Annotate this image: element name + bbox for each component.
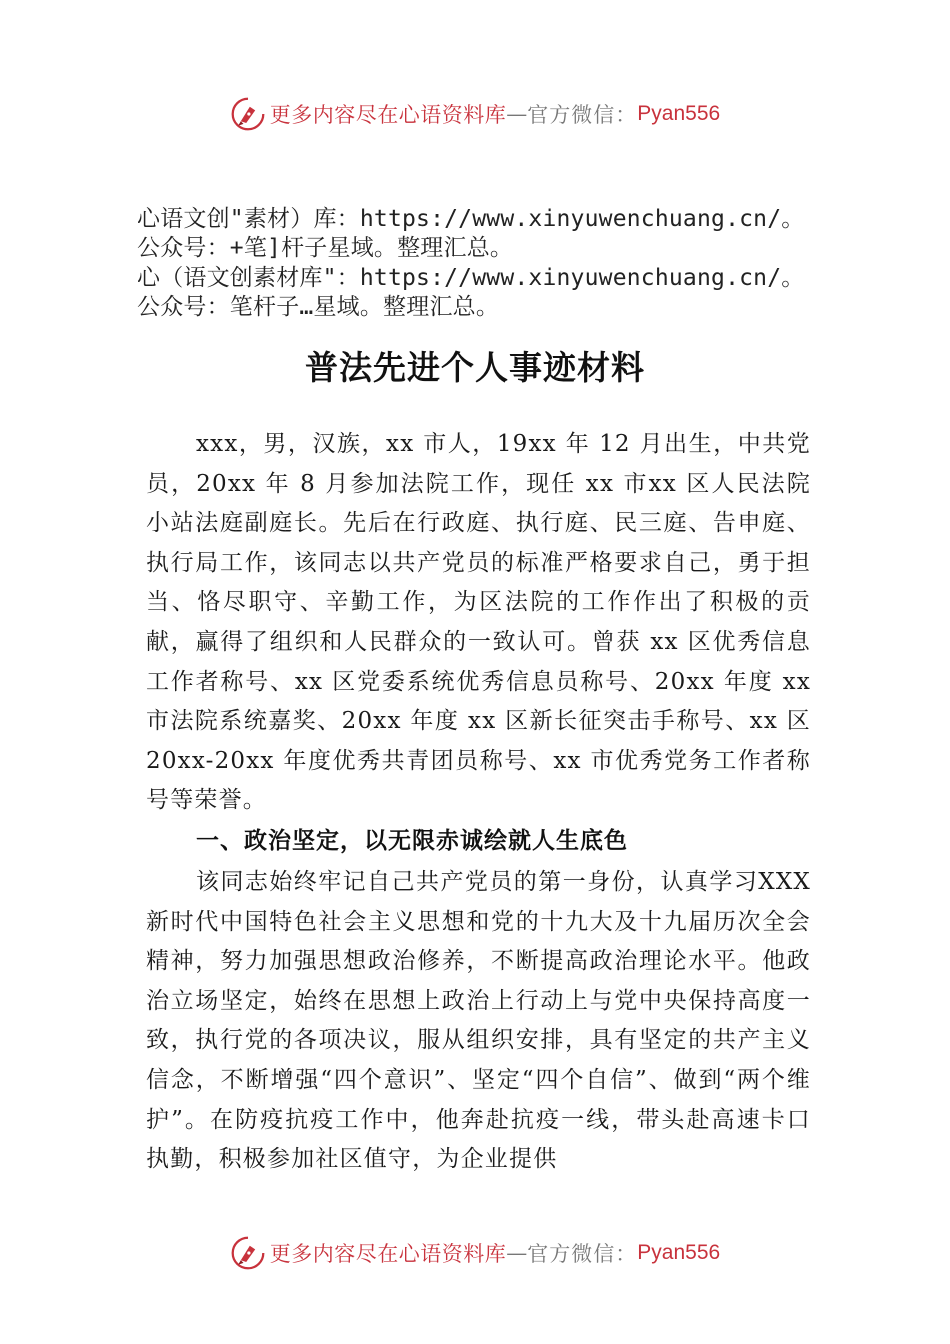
header-watermark-banner — [0, 94, 950, 134]
source-line-2: 心（语文创素材库"：https://www.xinyuwenchuang.cn/。公众号：笔杆子…星域。整理汇总。 — [137, 265, 805, 320]
footer-watermark-banner — [0, 1233, 950, 1273]
banner-separator: — — [506, 1241, 528, 1265]
banner-wechat-label: 官方微信： — [527, 103, 638, 127]
banner-wechat-id: Pyan556 — [637, 102, 721, 125]
banner-text: 更多内容尽在心语资料库 — [269, 103, 507, 127]
pen-nib-icon — [230, 1235, 266, 1271]
document-title: 普法先进个人事迹材料 — [305, 348, 645, 387]
banner-text: 更多内容尽在心语资料库 — [269, 1242, 507, 1266]
paragraph-intro: xxx，男，汉族，xx 市人，19xx 年 12 月出生，中共党员，20xx 年 8 月参加法院工作，现任 xx 市xx 区人民法院小站法庭副庭长。先后在行政庭、执行庭、民三庭、告申庭、执行局工作，该同志以共产党员的标准严格要求自己，勇于担当、恪尽职守、辛勤工作，为区法院的工作作出了积极的贡献，赢得了组织和人民群众的一致认可。曾获 xx 区优秀信息工作者称号、xx 区党委系统优秀信息员称号、20xx 年度 xx 市法院系统嘉奖、20xx 年度 xx 区新长征突击手称号、xx 区 20xx-20xx 年度优秀共青团员称号、xx 市优秀党务工作者称号等荣誉。 — [146, 431, 811, 814]
banner-separator: — — [506, 102, 528, 126]
pen-nib-icon — [230, 96, 266, 132]
section-heading-1: 一、政治坚定，以无限赤诚绘就人生底色 — [196, 828, 628, 854]
banner-wechat-id: Pyan556 — [637, 1241, 721, 1264]
paragraph-section-1: 该同志始终牢记自己共产党员的第一身份，认真学习XXX 新时代中国特色社会主义思想和党的十九大及十九届历次全会精神，努力加强思想政治修养，不断提高政治理论水平。他政治立场坚定，始终在思想上政治上行动上与党中央保持高度一致，执行党的各项决议，服从组织安排，具有坚定的共产主义信念，不断增强“四个意识”、坚定“四个自信”、做到“两个维护”。在防疫抗疫工作中，他奔赴抗疫一线，带头赴高速卡口执勤，积极参加社区值守，为企业提供 — [146, 869, 811, 1173]
banner-wechat-label: 官方微信： — [527, 1242, 638, 1266]
source-line-1: 心语文创"素材）库：https://www.xinyuwenchuang.cn/。公众号：+笔]杆子星域。整理汇总。 — [137, 206, 805, 261]
